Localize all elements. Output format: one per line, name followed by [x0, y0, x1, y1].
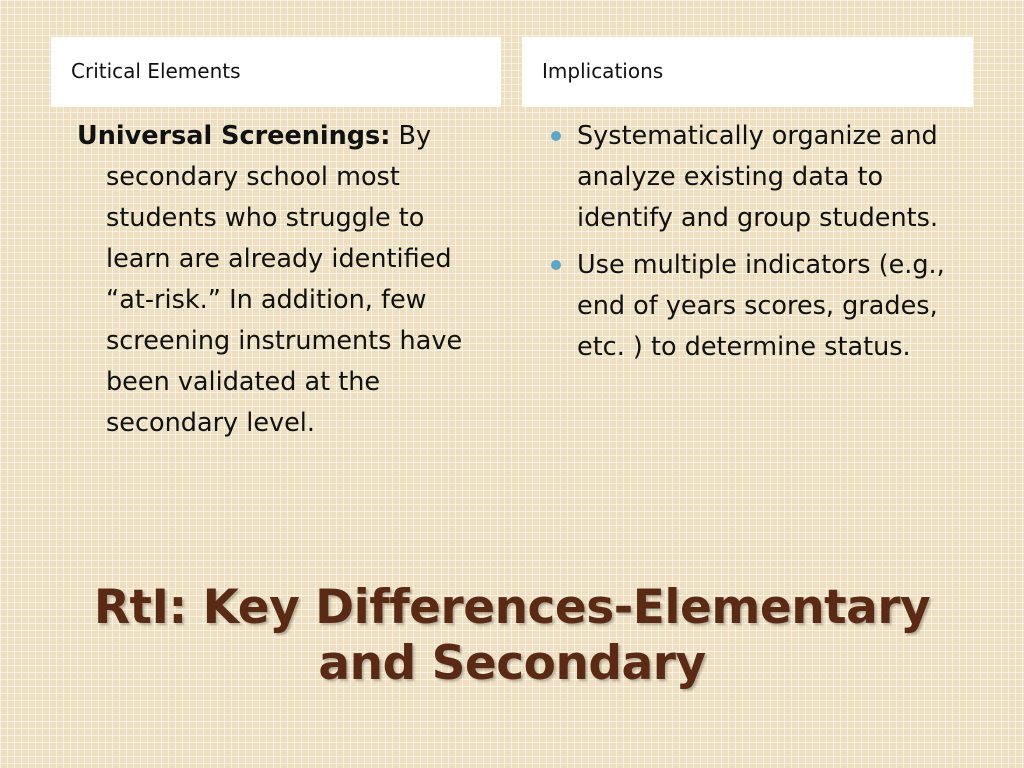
- column-header-critical-elements: [51, 37, 501, 107]
- list-item-text: Systematically organize and analyze existing data to identify and group students.: [577, 121, 939, 233]
- list-item-text: Use multiple indicators (e.g., end of years scores, grades, etc. ) to determine status.: [577, 250, 945, 362]
- slide-title: [40, 580, 984, 692]
- bullet-dot-icon: [551, 260, 561, 270]
- column-header-label: Critical Elements: [71, 59, 241, 83]
- column-header-implications: [522, 37, 973, 107]
- bullet-dot-icon: [551, 131, 561, 141]
- implications-list: [548, 116, 973, 368]
- universal-screenings-lead: Universal Screenings:: [77, 121, 391, 151]
- column-header-label: Implications: [542, 59, 664, 83]
- slide-title-line-1: RtI: Key Differences-Elementary: [93, 580, 931, 635]
- slide-title-line-2: and Secondary: [318, 636, 706, 691]
- implications-content: [548, 116, 973, 374]
- universal-screenings-text: By secondary school most students who struggle to learn are already identified “at-risk.” In addition, few screening instruments have been validated at the secondary level.: [106, 121, 463, 438]
- list-item: [548, 116, 973, 239]
- universal-screenings-paragraph: [77, 116, 497, 444]
- list-item: [548, 245, 973, 368]
- critical-elements-content: [77, 116, 497, 444]
